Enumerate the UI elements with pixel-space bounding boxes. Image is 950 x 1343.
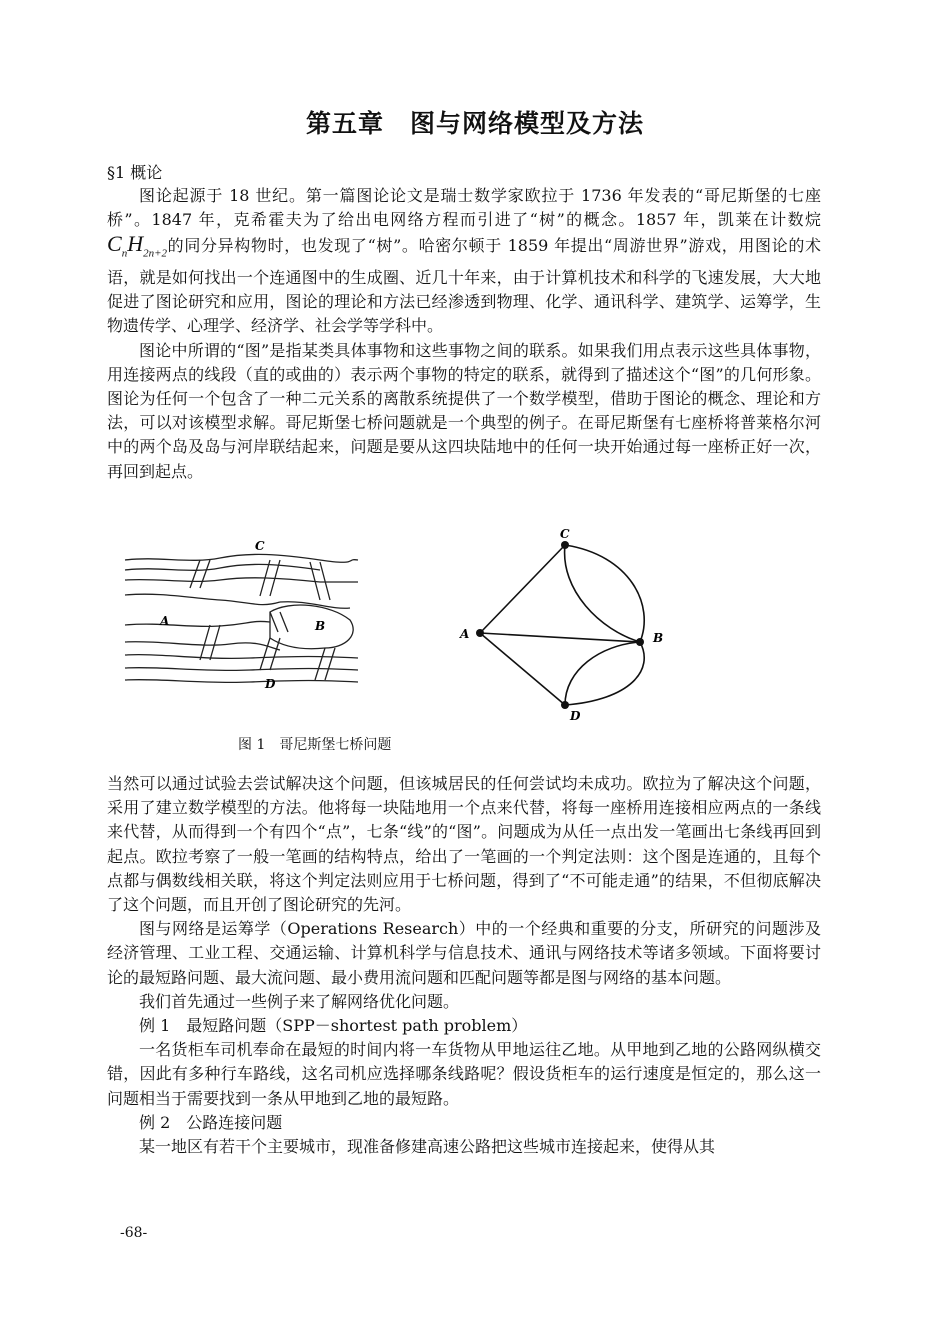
paragraph-history (107, 184, 821, 339)
body-block (107, 772, 821, 1159)
paragraph-operations-research: 图与网络是运筹学（Operations Research）中的一个经典和重要的分支，所研究的问题涉及经济管理、工业工程、交通运输、计算机科学与信息技术、通讯与网络技术等诸多领域。下面将要讨论的最短路问题、最大流问题、最小费用流问题和匹配问题等都是图与网络的基本问题。 (107, 919, 821, 987)
example1-heading: 例 1 最短路问题（SPP－shortest path problem） (139, 1016, 528, 1036)
map-label-b: B (315, 619, 326, 633)
chapter-title: 第五章 图与网络模型及方法 (305, 109, 644, 138)
map-label-c: C (255, 539, 265, 553)
intro-block (107, 184, 821, 484)
graph-label-c: C (560, 527, 570, 541)
example2-text: 某一地区有若干个主要城市，现准备修建高速公路把这些城市连接起来，使得从其 (139, 1137, 716, 1157)
bridge-graph-figure (450, 520, 680, 725)
edge-db-inner (565, 642, 640, 705)
paragraph-history-part2: 的同分异构物时，也发现了“树”。哈密尔顿于 1859 年提出“周游世界”游戏，用图论的术语，就是如何找出一个连通图中的生成圈、近几十年来，由于计算机技术和科学的飞速发展，大大地促进了图论研究和应用，图论的理论和方法已经渗透到物理、化学、通讯科学、建筑学、运筹学，生物遗传学、心理学、经济学、社会学等学科中。 (107, 236, 821, 336)
page-number: -68- (120, 1225, 148, 1241)
node-d (561, 701, 569, 709)
node-c (561, 541, 569, 549)
river-map-figure (120, 530, 360, 700)
formula-sub: 2n+2 (143, 247, 168, 260)
node-a (476, 629, 484, 637)
alkane-formula (107, 231, 168, 260)
edge-cb-inner (565, 545, 640, 642)
map-label-a: A (160, 614, 170, 628)
graph-label-a: A (460, 627, 470, 641)
figure-caption: 图 1 哥尼斯堡七桥问题 (238, 737, 392, 753)
paragraph-history-part1: 图论起源于 18 世纪。第一篇图论论文是瑞士数学家欧拉于 1736 年发表的“哥尼斯堡的七座桥”。1847 年，克希霍夫为了给出电网络方程而引进了“树”的概念。1857 年，凯莱在计数烷 (107, 186, 821, 230)
section-heading: §1 概论 (107, 163, 163, 182)
edge-ad (480, 633, 565, 705)
paragraph-euler: 当然可以通过试验去尝试解决这个问题，但该城居民的任何尝试均未成功。欧拉为了解决这个问题，采用了建立数学模型的方法。他将每一块陆地用一个点来代替，将每一座桥用连接相应两点的一条线来代替，从而得到一个有四个“点”，七条“线”的“图”。问题成为从任一点出发一笔画出七条线再回到起点。欧拉考察了一般一笔画的结构特点，给出了一笔画的一个判定法则：这个图是连通的，且每个点都与偶数线相关联，将这个判定法则应用于七桥问题，得到了“不可能走通”的结果，不但彻底解决了这个问题，而且开创了图论研究的先河。 (107, 774, 821, 915)
graph-label-d: D (570, 709, 581, 723)
edge-ac (480, 545, 565, 633)
map-label-d: D (265, 677, 276, 691)
example2-heading: 例 2 公路连接问题 (139, 1112, 283, 1132)
formula-h: H (127, 231, 144, 257)
paragraph-graph-definition: 图论中所谓的“图”是指某类具体事物和这些事物之间的联系。如果我们用点表示这些具体事物，用连接两点的线段（直的或曲的）表示两个事物的特定的联系，就得到了描述这个“图”的几何形象。图论为任何一个包含了一种二元关系的离散系统提供了一个数学模型，借助于图论的概念、理论和方法，可以对该模型求解。哥尼斯堡七桥问题就是一个典型的例子。在哥尼斯堡有七座桥将普莱格尔河中的两个岛及岛与河岸联结起来，问题是要从这四块陆地中的任何一块开始通过每一座桥正好一次，再回到起点。 (107, 340, 821, 481)
formula-c: C (107, 231, 122, 257)
example1-text: 一名货柜车司机奉命在最短的时间内将一车货物从甲地运往乙地。从甲地到乙地的公路网纵横交错，因此有多种行车路线，这名司机应选择哪条线路呢？假设货柜车的运行速度是恒定的，那么这一问题相当于需要找到一条从甲地到乙地的最短路。 (107, 1040, 821, 1108)
node-b (636, 638, 644, 646)
formula-n: n (121, 247, 128, 260)
edge-ab (480, 633, 640, 642)
graph-label-b: B (653, 631, 664, 645)
paragraph-intro-examples: 我们首先通过一些例子来了解网络优化问题。 (139, 991, 460, 1011)
